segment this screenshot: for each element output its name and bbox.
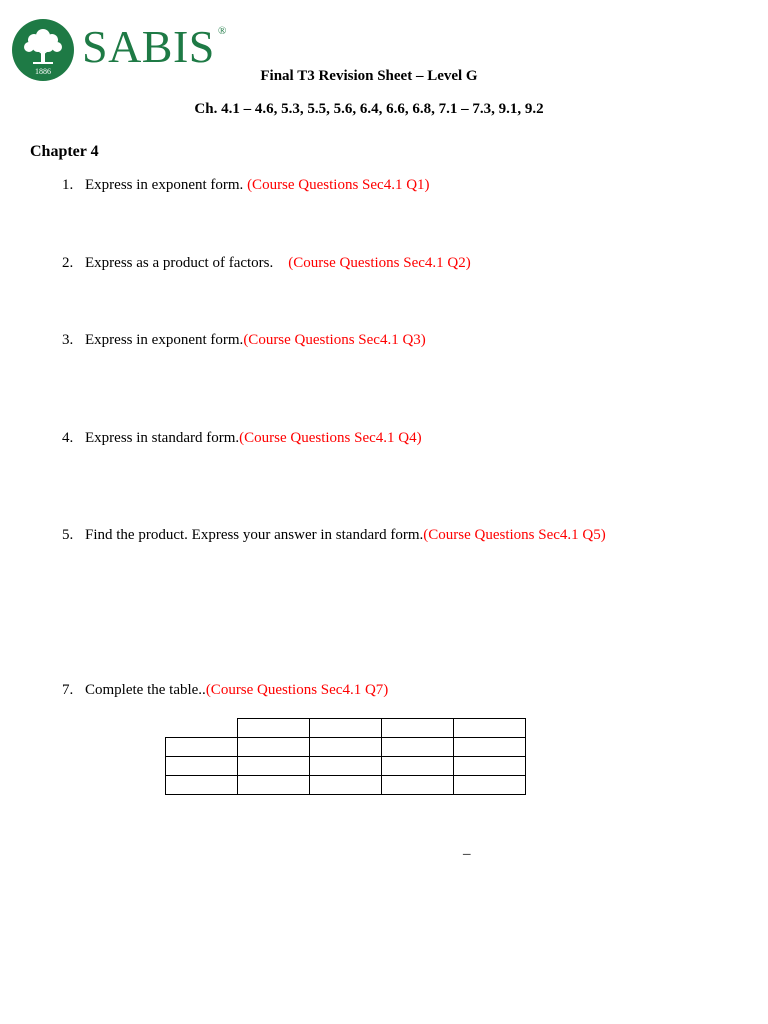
question-text: Find the product. Express your answer in standard form. <box>85 527 424 543</box>
question-reference: (Course Questions Sec4.1 Q1) <box>247 177 430 193</box>
table-cell <box>382 738 454 757</box>
question-text: Express in exponent form. <box>85 332 244 348</box>
table-row <box>166 776 526 795</box>
table-cell <box>166 738 238 757</box>
table-cell <box>454 757 526 776</box>
seal-year: 1886 <box>35 67 51 76</box>
logo-wordmark <box>82 21 227 72</box>
question-number: 5. <box>62 527 74 543</box>
question-reference: (Course Questions Sec4.1 Q5) <box>423 527 606 543</box>
question-7 <box>62 681 388 699</box>
question-text: Express in standard form. <box>85 430 240 446</box>
table-cell <box>382 776 454 795</box>
question-reference: (Course Questions Sec4.1 Q3) <box>243 332 426 348</box>
table-row <box>166 738 526 757</box>
question-5 <box>62 526 606 544</box>
question-number: 1. <box>62 177 74 193</box>
question-1 <box>62 176 430 194</box>
question-reference: (Course Questions Sec4.1 Q4) <box>239 430 422 446</box>
underscore-mark: _ <box>463 841 471 857</box>
table-row <box>166 757 526 776</box>
question-number: 3. <box>62 332 74 348</box>
table-cell <box>382 757 454 776</box>
table-row <box>166 719 526 738</box>
question-number: 7. <box>62 682 74 698</box>
chapter-heading: Chapter 4 <box>30 143 99 160</box>
question-number: 2. <box>62 255 74 271</box>
table-cell <box>166 719 238 738</box>
question-reference: (Course Questions Sec4.1 Q7) <box>205 682 389 698</box>
table-cell <box>166 776 238 795</box>
question-2 <box>62 254 471 272</box>
question-text: Express as a product of factors. <box>85 255 289 271</box>
table-cell <box>166 757 238 776</box>
table-cell <box>454 738 526 757</box>
question-text: Express in exponent form. <box>85 177 248 193</box>
table-cell <box>238 738 310 757</box>
question-text: Complete the table.. <box>85 682 206 698</box>
table-cell <box>310 719 382 738</box>
table-cell <box>238 776 310 795</box>
table-cell <box>310 757 382 776</box>
sheet-subtitle: Ch. 4.1 – 4.6, 5.3, 5.5, 5.6, 6.4, 6.6, 6.8, 7.1 – 7.3, 9.1, 9.2 <box>194 101 544 117</box>
table-cell <box>454 719 526 738</box>
table-cell <box>382 719 454 738</box>
table-cell <box>310 738 382 757</box>
table-cell <box>238 719 310 738</box>
question-reference: (Course Questions Sec4.1 Q2) <box>288 255 471 271</box>
sheet-title: Final T3 Revision Sheet – Level G <box>260 68 478 84</box>
question-3 <box>62 331 426 349</box>
registered-mark: ® <box>218 25 227 37</box>
question-4 <box>62 429 422 447</box>
logo-wordmark-text: SABIS <box>82 21 215 72</box>
answer-table <box>165 718 526 795</box>
table-cell <box>310 776 382 795</box>
question-number: 4. <box>62 430 74 446</box>
table-cell <box>238 757 310 776</box>
table-cell <box>454 776 526 795</box>
